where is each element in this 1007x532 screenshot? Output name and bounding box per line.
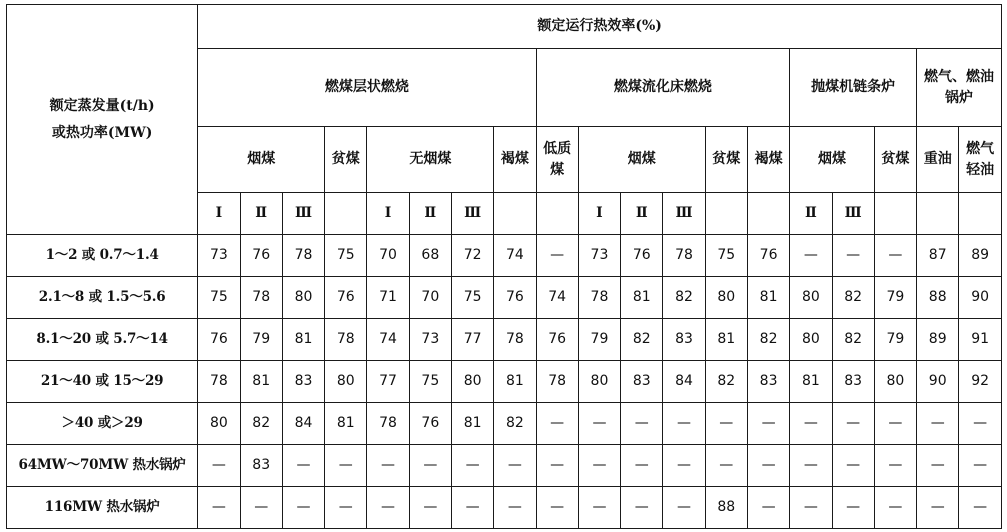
table-cell: 78 (325, 319, 367, 361)
row-header-cell (7, 5, 198, 235)
table-cell: 76 (409, 403, 451, 445)
row-label: 21～40 或 15～29 (7, 361, 198, 403)
fuel-header: 烟煤 (198, 127, 325, 193)
table-cell: — (790, 487, 832, 529)
row-label: 2.1～8 或 1.5～5.6 (7, 277, 198, 319)
table-cell: 76 (240, 235, 282, 277)
row-label: 8.1～20 或 5.7～14 (7, 319, 198, 361)
table-cell: 81 (282, 319, 324, 361)
table-cell: — (747, 445, 789, 487)
table-cell: — (578, 403, 620, 445)
table-cell: 77 (451, 319, 493, 361)
table-cell: 80 (578, 361, 620, 403)
table-cell: 80 (325, 361, 367, 403)
header-row-top (7, 5, 1002, 49)
table-cell: 75 (409, 361, 451, 403)
table-cell: 81 (621, 277, 663, 319)
table-cell: 83 (240, 445, 282, 487)
table-cell: 92 (959, 361, 1002, 403)
table-cell: 82 (747, 319, 789, 361)
row-label: 64MW～70MW 热水锅炉 (7, 445, 198, 487)
table-row (7, 361, 1002, 403)
table-cell: — (959, 403, 1002, 445)
table-cell: — (747, 403, 789, 445)
table-cell: 74 (494, 235, 536, 277)
fuel-header: 低质煤 (536, 127, 578, 193)
table-cell: — (747, 487, 789, 529)
table-cell: — (663, 445, 705, 487)
grade-header: Ⅱ (240, 193, 282, 235)
table-cell: 70 (367, 235, 409, 277)
fuel-header: 燃气轻油 (959, 127, 1002, 193)
table-cell: 82 (832, 277, 874, 319)
table-cell: — (790, 235, 832, 277)
table-cell: 80 (790, 277, 832, 319)
table-cell: 83 (282, 361, 324, 403)
table-cell: — (874, 445, 916, 487)
table-cell: 82 (494, 403, 536, 445)
table-cell: 76 (494, 277, 536, 319)
grade-header: Ⅲ (832, 193, 874, 235)
grade-header (917, 193, 959, 235)
table-cell: — (663, 403, 705, 445)
table-cell: 81 (494, 361, 536, 403)
fuel-header: 褐煤 (494, 127, 536, 193)
table-cell: 76 (747, 235, 789, 277)
table-cell: 73 (198, 235, 240, 277)
table-cell: 78 (240, 277, 282, 319)
table-cell: 83 (663, 319, 705, 361)
table-cell: 81 (451, 403, 493, 445)
table-cell: 79 (874, 277, 916, 319)
group-header: 燃煤流化床燃烧 (536, 49, 790, 127)
fuel-header: 重油 (917, 127, 959, 193)
row-label: 116MW 热水锅炉 (7, 487, 198, 529)
table-cell: — (663, 487, 705, 529)
table-cell: — (874, 235, 916, 277)
table-cell: 91 (959, 319, 1002, 361)
table-cell: — (917, 403, 959, 445)
table-cell: 75 (325, 235, 367, 277)
table-cell: — (621, 445, 663, 487)
table-cell: — (536, 487, 578, 529)
table-cell: — (536, 445, 578, 487)
table-cell: 82 (621, 319, 663, 361)
table-row (7, 235, 1002, 277)
table-cell: 78 (367, 403, 409, 445)
table-cell: 81 (747, 277, 789, 319)
table-cell: 74 (536, 277, 578, 319)
grade-header (705, 193, 747, 235)
grade-header: Ⅲ (282, 193, 324, 235)
efficiency-table (6, 4, 1002, 529)
fuel-header: 烟煤 (578, 127, 705, 193)
fuel-header: 贫煤 (705, 127, 747, 193)
table-cell: 82 (832, 319, 874, 361)
table-cell: — (198, 445, 240, 487)
table-cell: 82 (705, 361, 747, 403)
fuel-header: 褐煤 (747, 127, 789, 193)
table-cell: — (409, 445, 451, 487)
grade-header: Ⅱ (409, 193, 451, 235)
table-cell: 73 (409, 319, 451, 361)
table-cell: 90 (959, 277, 1002, 319)
row-label: 1～2 或 0.7～1.4 (7, 235, 198, 277)
table-cell: 76 (325, 277, 367, 319)
group-header: 燃气、燃油锅炉 (917, 49, 1002, 127)
table-cell: 81 (325, 403, 367, 445)
table-cell: — (325, 445, 367, 487)
table-cell: — (282, 487, 324, 529)
fuel-header: 烟煤 (790, 127, 875, 193)
table-cell: 78 (494, 319, 536, 361)
table-cell: — (536, 403, 578, 445)
table-cell: 89 (959, 235, 1002, 277)
table-cell: — (494, 487, 536, 529)
table-row (7, 277, 1002, 319)
table-cell: 89 (917, 319, 959, 361)
grade-header (325, 193, 367, 235)
table-cell: — (367, 445, 409, 487)
table-cell: — (705, 403, 747, 445)
grade-header: Ⅰ (367, 193, 409, 235)
table-cell: — (451, 445, 493, 487)
table-cell: — (536, 235, 578, 277)
table-cell: 78 (198, 361, 240, 403)
table-cell: 80 (451, 361, 493, 403)
table-cell: 88 (917, 277, 959, 319)
table-cell: 68 (409, 235, 451, 277)
grade-header: Ⅲ (451, 193, 493, 235)
table-cell: 83 (747, 361, 789, 403)
table-cell: 75 (705, 235, 747, 277)
table-cell: — (832, 403, 874, 445)
table-cell: 88 (705, 487, 747, 529)
table-cell: — (578, 445, 620, 487)
table-cell: — (282, 445, 324, 487)
table-cell: 81 (705, 319, 747, 361)
grade-header: Ⅱ (621, 193, 663, 235)
row-label: ＞40 或＞29 (7, 403, 198, 445)
table-cell: — (409, 487, 451, 529)
table-row (7, 487, 1002, 529)
group-header: 燃煤层状燃烧 (198, 49, 536, 127)
table-cell: — (325, 487, 367, 529)
grade-header (494, 193, 536, 235)
table-cell: — (790, 403, 832, 445)
table-cell: 76 (198, 319, 240, 361)
fuel-header: 贫煤 (874, 127, 916, 193)
grade-header: Ⅲ (663, 193, 705, 235)
grade-header: Ⅱ (790, 193, 832, 235)
table-cell: 74 (367, 319, 409, 361)
efficiency-table-wrapper (6, 4, 1002, 528)
table-cell: 78 (663, 235, 705, 277)
table-cell: 83 (621, 361, 663, 403)
table-cell: — (917, 487, 959, 529)
table-cell: — (832, 445, 874, 487)
table-cell: — (621, 487, 663, 529)
fuel-header: 贫煤 (325, 127, 367, 193)
table-cell: 78 (536, 361, 578, 403)
table-cell: — (578, 487, 620, 529)
table-cell: — (832, 487, 874, 529)
table-cell: 79 (874, 319, 916, 361)
table-cell: 79 (578, 319, 620, 361)
grade-header (959, 193, 1002, 235)
table-cell: — (874, 403, 916, 445)
row-header-line-2: 或热功率(MW) (51, 124, 153, 141)
table-cell: 79 (240, 319, 282, 361)
table-cell: 78 (282, 235, 324, 277)
table-cell: 84 (663, 361, 705, 403)
table-cell: 87 (917, 235, 959, 277)
table-cell: 80 (790, 319, 832, 361)
table-cell: 72 (451, 235, 493, 277)
grade-header (536, 193, 578, 235)
table-cell: 78 (578, 277, 620, 319)
table-cell: — (621, 403, 663, 445)
table-cell: 71 (367, 277, 409, 319)
table-row (7, 319, 1002, 361)
table-cell: 80 (198, 403, 240, 445)
group-header: 抛煤机链条炉 (790, 49, 917, 127)
table-cell: — (451, 487, 493, 529)
table-cell: — (959, 445, 1002, 487)
table-cell: 75 (198, 277, 240, 319)
table-cell: 76 (621, 235, 663, 277)
table-cell: 73 (578, 235, 620, 277)
table-cell: 80 (282, 277, 324, 319)
table-body (7, 235, 1002, 529)
table-cell: — (832, 235, 874, 277)
grade-header (747, 193, 789, 235)
table-cell: — (705, 445, 747, 487)
table-cell: 82 (240, 403, 282, 445)
table-cell: — (917, 445, 959, 487)
table-cell: 84 (282, 403, 324, 445)
table-cell: 80 (874, 361, 916, 403)
table-cell: 82 (663, 277, 705, 319)
table-cell: — (790, 445, 832, 487)
table-row (7, 403, 1002, 445)
row-header-line-1: 额定蒸发量(t/h) (49, 97, 155, 114)
table-row (7, 445, 1002, 487)
grade-header (874, 193, 916, 235)
table-cell: 75 (451, 277, 493, 319)
table-cell: — (367, 487, 409, 529)
grade-header: Ⅰ (198, 193, 240, 235)
table-cell: 81 (240, 361, 282, 403)
table-cell: 76 (536, 319, 578, 361)
table-cell: — (240, 487, 282, 529)
table-cell: — (959, 487, 1002, 529)
table-cell: 80 (705, 277, 747, 319)
table-cell: 83 (832, 361, 874, 403)
grade-header: Ⅰ (578, 193, 620, 235)
table-cell: 70 (409, 277, 451, 319)
table-cell: 81 (790, 361, 832, 403)
table-cell: — (198, 487, 240, 529)
table-cell: — (494, 445, 536, 487)
table-cell: 90 (917, 361, 959, 403)
fuel-header: 无烟煤 (367, 127, 494, 193)
table-cell: — (874, 487, 916, 529)
top-header: 额定运行热效率(%) (198, 5, 1002, 49)
table-cell: 77 (367, 361, 409, 403)
